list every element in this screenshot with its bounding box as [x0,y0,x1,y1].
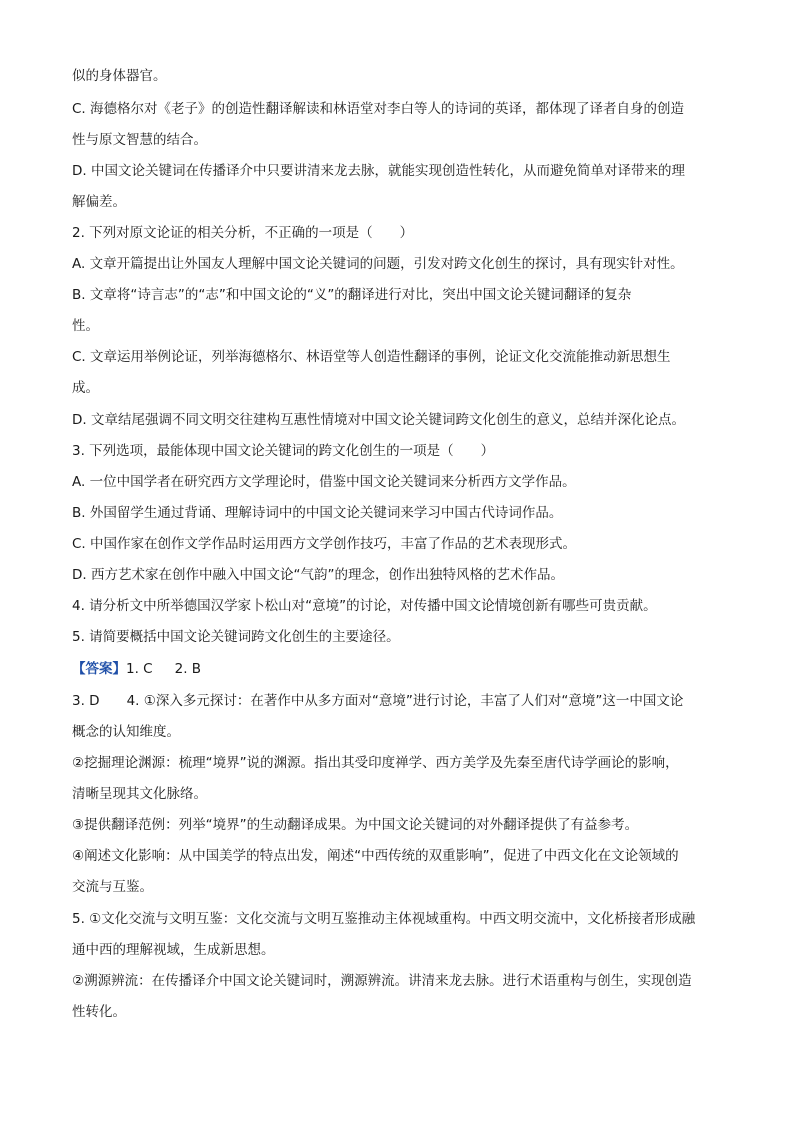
answer-text-line: 交流与互鉴。 [72,879,153,895]
option-2c: C. 文章运用举例论证，列举海德格尔、林语堂等人创造性翻译的事例，论证文化交流能推动新思想生 [72,349,671,365]
option-3d: D. 西方艺术家在创作中融入中国文论“气韵”的理念，创作出独特风格的艺术作品。 [72,567,564,583]
option-3b: B. 外国留学生通过背诵、理解诗词中的中国文论关键词来学习中国古代诗词作品。 [72,505,563,521]
answer-text-line: ④阐述文化影响：从中国美学的特点出发，阐述“中西传统的双重影响”，促进了中西文化在文论领域的 [72,848,679,864]
answer-text-line: ②挖掘理论渊源：梳理“境界”说的渊源。指出其受印度禅学、西方美学及先秦至唐代诗学画论的影响， [72,755,679,771]
question-5: 5. 请简要概括中国文论关键词跨文化创生的主要途径。 [72,629,400,645]
answer-text-line: 5. ①文化交流与文明互鉴：文化交流与文明互鉴推动主体视域重构。中西文明交流中，文化桥接者形成融 [72,911,696,927]
answer-text-line: 性转化。 [72,1004,126,1020]
question-4: 4. 请分析文中所举德国汉学家卜松山对“意境”的讨论，对传播中国文论情境创新有哪些可贵贡献。 [72,598,657,614]
text-line: D. 中国文论关键词在传播译介中只要讲清来龙去脉，就能实现创造性转化，从而避免简单对译带来的理 [72,163,685,179]
answer-line [72,660,732,678]
answer-text-line: 3. D 4. ①深入多元探讨：在著作中从多方面对“意境”进行讨论，丰富了人们对“意境”这一中国文论 [72,693,684,709]
answer-text-line: ③提供翻译范例：列举“境界”的生动翻译成果。为中国文论关键词的对外翻译提供了有益参考。 [72,817,639,833]
text-line: C. 海德格尔对《老子》的创造性翻译解读和林语堂对李白等人的诗词的英译，都体现了译者自身的创造 [72,101,685,117]
question-3: 3. 下列选项，最能体现中国文论关键词的跨文化创生的一项是（ ） [72,443,495,459]
option-2d: D. 文章结尾强调不同文明交往建构互惠性情境对中国文论关键词跨文化创生的意义，总结并深化论点。 [72,412,685,428]
answer-text-line: ②溯源辨流：在传播译介中国文论关键词时，溯源辨流。讲清来龙去脉。进行术语重构与创生，实现创造 [72,973,692,989]
text-line: 似的身体器官。 [72,68,167,84]
answer-tag: 【答案】 [72,661,126,677]
option-3c: C. 中国作家在创作文学作品时运用西方文学创作技巧，丰富了作品的艺术表现形式。 [72,536,577,552]
option-3a: A. 一位中国学者在研究西方文学理论时，借鉴中国文论关键词来分析西方文学作品。 [72,474,576,490]
answer-text-line: 概念的认知维度。 [72,724,180,740]
answer-text-line: 通中西的理解视域，生成新思想。 [72,942,275,958]
text-line: 解偏差。 [72,194,126,210]
text-line: 性。 [72,318,99,334]
option-2a: A. 文章开篇提出让外国友人理解中国文论关键词的问题，引发对跨文化创生的探讨，具有现实针对性。 [72,256,684,272]
option-2b: B. 文章将“诗言志”的“志”和中国文论的“义”的翻译进行对比，突出中国文论关键词翻译的复杂 [72,287,632,303]
text-line: 性与原文智慧的结合。 [72,132,207,148]
answer-2: 2. B [174,661,202,677]
question-2: 2. 下列对原文论证的相关分析，不正确的一项是（ ） [72,225,414,241]
answer-1: 1. C [126,661,153,677]
answer-text-line: 清晰呈现其文化脉络。 [72,786,207,802]
text-line: 成。 [72,380,99,396]
